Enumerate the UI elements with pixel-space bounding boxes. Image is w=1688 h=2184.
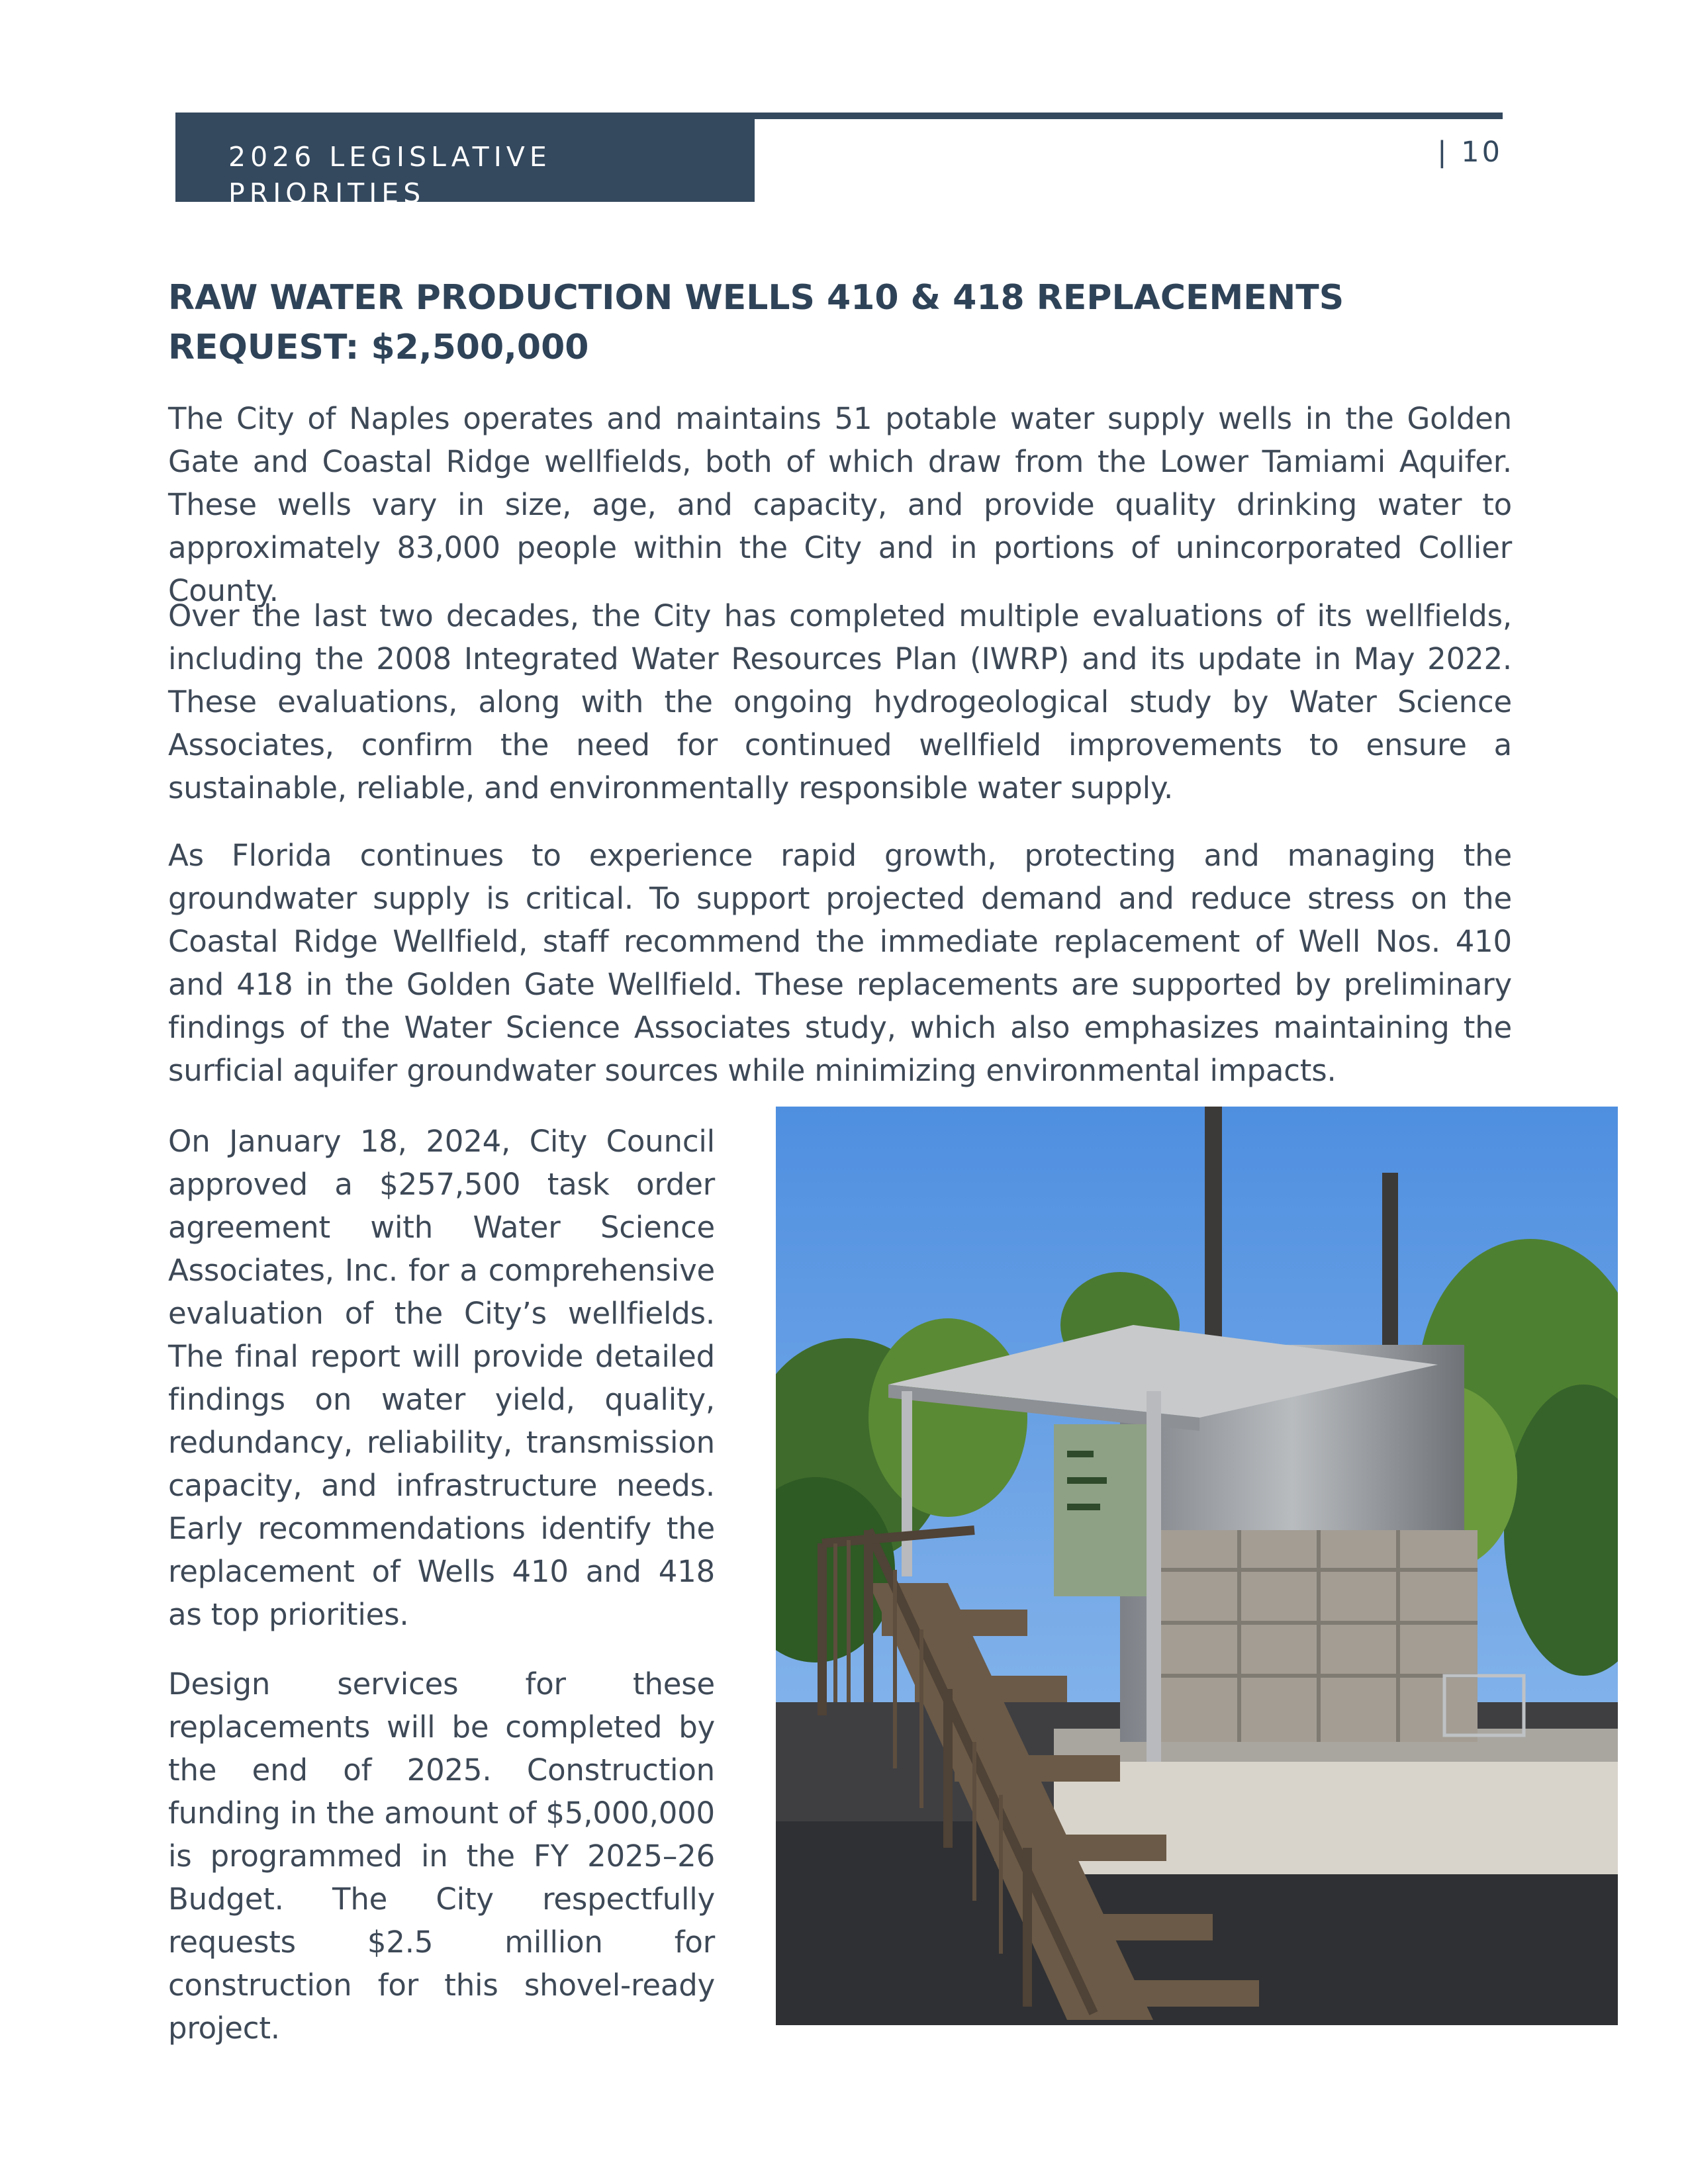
paragraph-3: As Florida continues to experience rapid growth, protecting and managing the groundwater supply is critical. To support projected demand and reduce stress on the Coastal Ridge Wellfield, staff recommend the immediate replacement of Well Nos. 410 and 418 in the Golden Gate Wellfield. These replacements are supported by preliminary findings of the Water Science Associates study, which also emphasizes maintaining the surficial aquifer groundwater sources while minimizing environmental impacts. [168,838,1512,1088]
paragraph-5: Design services for these replacements will be completed by the end of 2025. Construction funding in the amount of $5,000,000 is programmed in the FY 2025–26 Budget. The City respectfully requests $2.5 million for construction for this shovel-ready project. [168,1666,715,2046]
section-label: 2026 LEGISLATIVE PRIORITIES [175,119,755,202]
well-station-photo [776,1107,1618,2025]
header-rule [175,113,1503,119]
paragraph-4: On January 18, 2024, City Council approved a $257,500 task order agreement with Water Science Associates, Inc. for a comprehensive evaluation of the City’s wellfields. The final report will provide detailed findings on water yield, quality, redundancy, reliability, transmission capacity, and infrastructure needs. Early recommendations identify the replacement of Wells 410 and 418 as top priorities. [168,1124,715,1632]
title-line-2: REQUEST: $2,500,000 [168,328,589,367]
title-line-1: RAW WATER PRODUCTION WELLS 410 & 418 REPLACEMENTS [168,278,1344,318]
page-title [168,273,1525,373]
page-number: | 10 [1437,136,1503,169]
paragraph-2: Over the last two decades, the City has completed multiple evaluations of its wellfields, including the 2008 Integrated Water Resources Plan (IWRP) and its update in May 2022. These evaluations, along with the ongoing hydrogeological study by Water Science Associates, confirm the need for continued wellfield improvements to ensure a sustainable, reliable, and environmentally responsible water supply. [168,598,1512,805]
paragraph-1: The City of Naples operates and maintains 51 potable water supply wells in the Golden Gate and Coastal Ridge wellfields, both of which draw from the Lower Tamiami Aquifer. These wells vary in size, age, and capacity, and provide quality drinking water to approximately 83,000 people within the City and in portions of unincorporated Collier County. [168,401,1512,608]
